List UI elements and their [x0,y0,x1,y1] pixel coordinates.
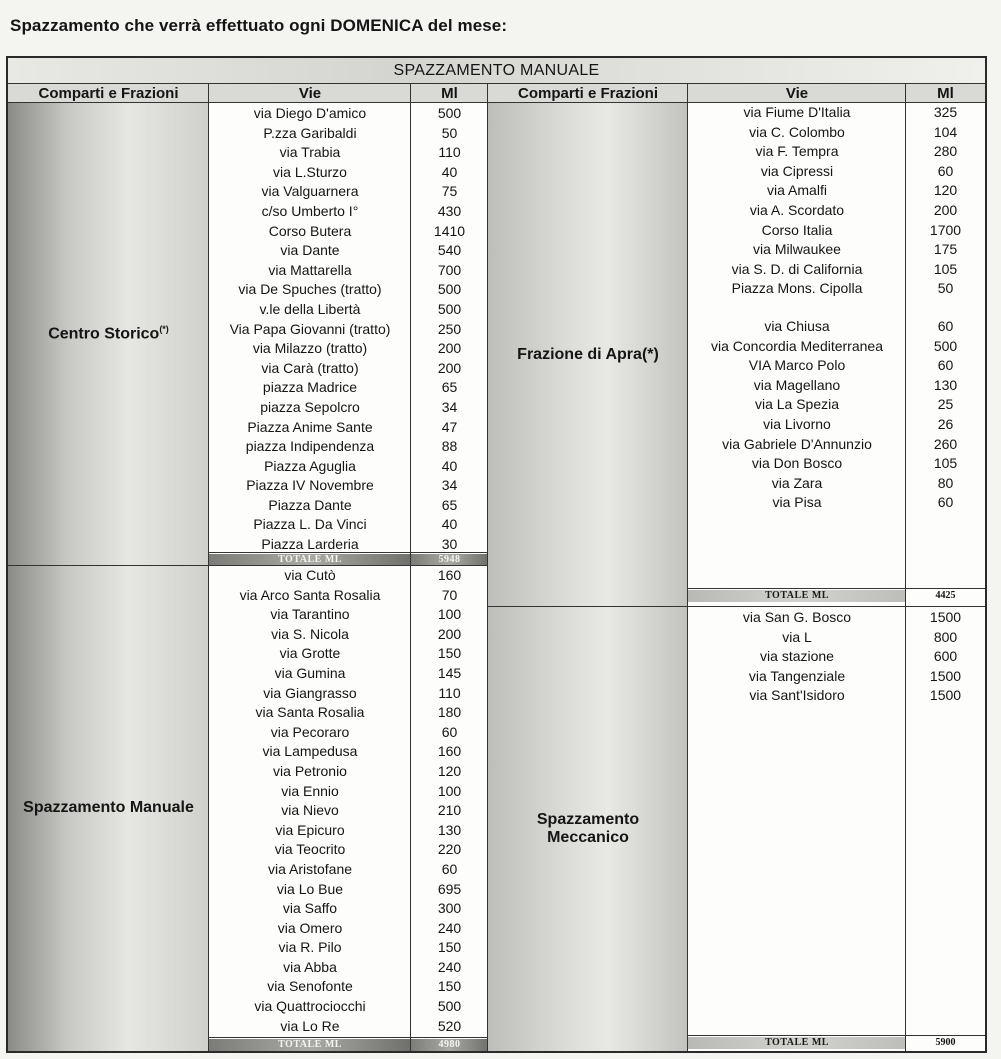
divider [209,552,488,553]
street-name: via Carà (tratto) [261,359,359,376]
category-centro-storico [8,103,209,564]
street-ml: 88 [441,438,458,455]
spazzamento-meccanico-streets [688,608,906,706]
street-name: via Mattarella [268,261,352,278]
street-name: via Dante [280,242,340,259]
street-name: v.le della Libertà [259,300,361,317]
street-name: via Petronio [273,762,347,779]
street-ml: 700 [437,261,462,278]
street-ml: 26 [937,415,954,432]
street-name: via Lo Re [280,1017,340,1034]
street-name: Via Papa Giovanni (tratto) [229,320,391,337]
street-name: piazza Indipendenza [245,438,375,455]
street-ml: 145 [437,664,462,681]
category-label: Centro Storico(*) [48,323,169,343]
street-name: via Senofonte [267,978,353,995]
street-ml: 260 [933,435,958,452]
street-ml: 40 [441,457,458,474]
street-ml: 500 [437,105,462,121]
street-ml: 34 [441,398,458,415]
street-ml: 80 [937,474,954,491]
street-ml: 110 [438,144,461,161]
street-ml: 210 [437,802,462,819]
street-ml: 130 [437,821,462,838]
street-ml: 40 [441,516,458,533]
divider [209,1037,488,1038]
street-name: via Ennio [281,782,339,799]
street-name: via Zara [771,474,823,491]
street-ml: 800 [933,628,958,645]
street-name: via Magellano [753,376,841,393]
spazzamento-manuale-total-label: TOTALE ML [209,1039,411,1051]
street-ml: 150 [437,645,462,662]
street-ml: 25 [937,396,954,413]
page-title: Spazzamento che verrà effettuato ogni DOMENICA del mese: [10,16,508,35]
street-name: piazza Madrice [262,379,358,396]
street-ml: 500 [437,281,462,298]
spazzamento-meccanico-ml [906,608,985,706]
street-ml: 500 [437,300,462,317]
street-ml: 1700 [929,221,962,238]
header-comparti-right: Comparti e Frazioni [488,84,688,103]
street-ml: 180 [437,704,462,721]
divider [208,84,209,1051]
spazzamento-meccanico-total-value: 5900 [935,1037,956,1048]
street-name: via Trabia [279,144,341,161]
street-name: Piazza Larderia [261,536,359,553]
street-name: via Cutò [284,567,336,583]
street-name: via L.Sturzo [273,163,347,180]
street-name: Piazza IV Novembre [246,477,374,494]
street-name: via Nievo [281,802,339,819]
street-ml: 240 [437,958,462,975]
street-ml: 500 [437,998,462,1015]
street-ml: 60 [937,357,954,374]
street-ml: 600 [933,648,958,665]
street-ml: 175 [933,241,958,258]
street-ml: 65 [441,496,458,513]
street-ml: 200 [437,359,462,376]
street-ml: 695 [437,880,462,897]
street-ml: 1410 [433,222,466,239]
street-ml: 100 [437,782,462,799]
street-ml: 47 [441,418,458,435]
street-ml: 1500 [929,609,962,625]
street-name: via Lo Bue [276,880,344,897]
street-name: via Gumina [274,664,346,681]
street-ml: 110 [438,684,461,701]
centro-storico-streets [209,104,411,555]
street-name: Corso Italia [761,221,833,238]
street-ml: 65 [441,379,458,396]
spazzamento-manuale-ml [411,566,488,1036]
divider [688,1035,985,1036]
street-name: Piazza Mons. Cipolla [731,280,863,297]
street-name: via San G. Bosco [742,609,852,625]
street-ml: 430 [437,202,462,219]
street-name: via Gabriele D'Annunzio [722,435,872,452]
street-ml: 540 [437,242,462,259]
street-ml: 105 [933,455,958,472]
divider [487,84,488,1051]
frazione-apra-streets-b [688,317,906,513]
street-name: via S. D. di California [731,260,863,277]
street-ml: 200 [437,625,462,642]
street-name: via Saffo [282,900,338,917]
header-vie-left: Vie [209,84,411,103]
street-ml: 130 [933,376,958,393]
street-name: via Quattrociocchi [254,998,366,1015]
street-name: via Sant'Isidoro [749,687,845,704]
street-name: via Grotte [279,645,341,662]
street-name: Piazza Aguglia [264,457,356,474]
street-name: via De Spuches (tratto) [238,281,382,298]
category-spazzamento-manuale [8,564,209,1051]
street-name: via Milazzo (tratto) [252,340,368,357]
street-name: via Valguarnera [261,183,359,200]
category-spazzamento-meccanico [488,606,688,1051]
spazzamento-meccanico-total-label: TOTALE ML [688,1037,906,1049]
street-name: via Lampedusa [262,743,358,760]
street-ml: 105 [933,260,958,277]
street-ml: 120 [933,182,958,199]
street-ml: 40 [441,163,458,180]
street-name: via Arco Santa Rosalia [239,586,381,603]
centro-storico-ml [411,104,488,555]
street-name: P.zza Garibaldi [263,124,357,141]
header-ml-right: Ml [906,84,985,103]
street-ml: 75 [441,183,458,200]
street-name: via Epicuro [275,821,345,838]
street-ml: 500 [933,337,958,354]
street-name: via La Spezia [754,396,840,413]
centro-storico-total-label: TOTALE ML [209,554,411,566]
street-name: via Milwaukee [753,241,841,258]
header-vie-right: Vie [688,84,906,103]
street-name: via Fiume D'Italia [743,104,851,120]
street-ml: 200 [437,340,462,357]
street-name: via A. Scordato [749,201,845,218]
street-name: via Don Bosco [751,455,843,472]
street-name: via Livorno [763,415,831,432]
street-ml: 220 [437,841,462,858]
divider [488,606,985,607]
street-name: via Chiusa [764,318,830,334]
street-name: Piazza Dante [268,496,352,513]
street-name: c/so Umberto I° [261,202,359,219]
category-frazione-apra [488,103,688,606]
divider [8,565,488,566]
street-ml: 1500 [929,667,962,684]
street-name: via F. Tempra [755,143,839,160]
street-name: via L [782,628,812,645]
street-ml: 50 [441,124,458,141]
spazzamento-manuale-streets [209,566,411,1036]
street-name: via Santa Rosalia [255,704,365,721]
frazione-apra-total-value: 4425 [935,590,956,601]
street-ml: 160 [437,743,462,760]
street-ml: 250 [437,320,462,337]
frazione-apra-total-label: TOTALE ML [688,590,906,602]
street-name: via stazione [760,648,834,665]
street-name: via R. Pilo [278,939,342,956]
street-name: via C. Colombo [749,123,845,140]
street-ml: 60 [937,162,954,179]
street-ml: 60 [937,318,954,334]
street-name: Piazza L. Da Vinci [253,516,367,533]
street-ml: 240 [437,919,462,936]
frazione-apra-streets-a [688,103,906,299]
table-banner: SPAZZAMENTO MANUALE [8,58,985,84]
street-ml: 325 [933,104,958,120]
street-name: via Tarantino [270,606,350,623]
frazione-apra-ml-b [906,317,985,513]
frazione-apra-ml-a [906,103,985,299]
street-ml: 160 [437,567,462,583]
street-name: Corso Butera [268,222,352,239]
divider [905,84,906,1051]
street-ml: 150 [437,978,462,995]
divider [688,588,985,589]
street-name: via Tangenziale [748,667,846,684]
street-ml: 60 [441,860,458,877]
street-ml: 1500 [929,687,962,704]
category-label: Frazione di Apra(*) [517,345,659,363]
street-ml: 60 [441,723,458,740]
street-ml: 520 [437,1017,462,1034]
divider [410,84,411,1051]
street-name: via Aristofane [267,860,353,877]
street-name: via Cipressi [760,162,834,179]
street-ml: 120 [437,762,462,779]
street-name: via Teocrito [274,841,346,858]
street-ml: 104 [933,123,958,140]
street-name: via Diego D'amico [253,105,367,121]
street-ml: 150 [437,939,462,956]
category-label: Spazzamento Manuale [23,798,194,816]
street-name: via Pecoraro [270,723,350,740]
street-name: via Pisa [772,494,822,511]
street-ml: 280 [933,143,958,160]
category-label: Spazzamento Meccanico [536,810,640,846]
centro-storico-total-value: 5948 [411,554,488,566]
street-name: Piazza Anime Sante [247,418,373,435]
street-ml: 70 [441,586,458,603]
street-name: VIA Marco Polo [748,357,846,374]
street-ml: 50 [937,280,954,297]
divider [687,84,688,1051]
street-name: via Abba [283,958,337,975]
street-name: via Amalfi [767,182,827,199]
street-name: via Omero [277,919,343,936]
street-ml: 34 [441,477,458,494]
street-name: piazza Sepolcro [260,398,360,415]
street-ml: 300 [437,900,462,917]
schedule-table [6,56,987,1053]
header-comparti-left: Comparti e Frazioni [8,84,209,103]
street-name: via S. Nicola [271,625,349,642]
street-name: via Giangrasso [263,684,357,701]
street-ml: 200 [933,201,958,218]
header-ml-left: Ml [411,84,488,103]
street-name: via Concordia Mediterranea [711,337,883,354]
street-ml: 60 [937,494,954,511]
street-ml: 30 [441,536,458,553]
street-ml: 100 [437,606,462,623]
spazzamento-manuale-total-value: 4980 [411,1039,488,1051]
